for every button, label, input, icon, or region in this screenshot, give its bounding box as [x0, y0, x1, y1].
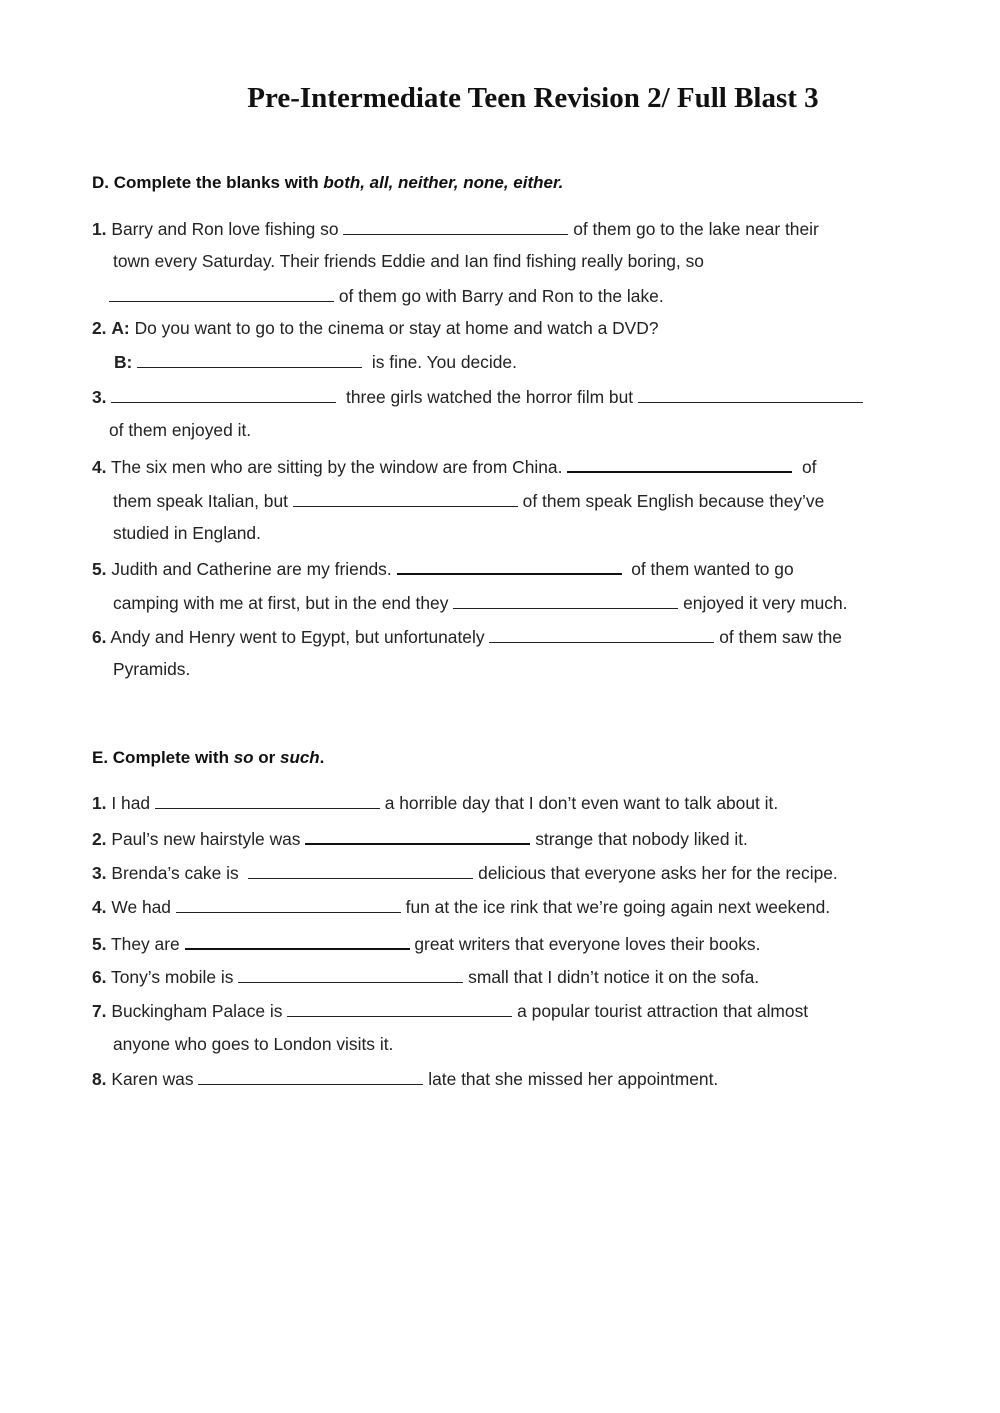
- d-q6-line1: 6. Andy and Henry went to Egypt, but unfortunately of them saw the: [92, 627, 842, 647]
- section-d-heading: D. Complete the blanks with both, all, neither, none, either.: [92, 173, 564, 192]
- e-q5: 5. They are great writers that everyone loves their books.: [92, 934, 761, 954]
- e-q5-blank[interactable]: [185, 932, 410, 950]
- d-q1-line1: 1. Barry and Ron love fishing so of them go to the lake near their: [92, 219, 819, 239]
- d-q5-line1: 5. Judith and Catherine are my friends. of them wanted to go: [92, 559, 794, 579]
- d-q3-blank1[interactable]: [111, 386, 336, 403]
- e-q2: 2. Paul’s new hairstyle was strange that nobody liked it.: [92, 829, 748, 849]
- d-q3-blank2[interactable]: [638, 386, 863, 403]
- e-q3: 3. Brenda’s cake is delicious that everyone asks her for the recipe.: [92, 863, 838, 883]
- e-q7-blank[interactable]: [287, 1000, 512, 1017]
- e-q6-blank[interactable]: [238, 966, 463, 983]
- d-q2-line1: 2. A: Do you want to go to the cinema or stay at home and watch a DVD?: [92, 318, 659, 338]
- d-q2-blank[interactable]: [137, 351, 362, 368]
- page-title: Pre-Intermediate Teen Revision 2/ Full Blast 3: [247, 82, 819, 114]
- e-q1: 1. I had a horrible day that I don’t even want to talk about it.: [92, 793, 779, 813]
- section-e-heading: E. Complete with so or such.: [92, 748, 325, 767]
- d-q6-line2: Pyramids.: [113, 659, 191, 679]
- d-q5-blank2[interactable]: [453, 592, 678, 609]
- d-q1-line2: town every Saturday. Their friends Eddie and Ian find fishing really boring, so: [113, 251, 704, 271]
- e-q3-blank[interactable]: [248, 862, 473, 879]
- e-q2-blank[interactable]: [305, 827, 530, 845]
- d-q4-line2: them speak Italian, but of them speak English because they’ve: [113, 491, 825, 511]
- e-q7-line1: 7. Buckingham Palace is a popular tourist attraction that almost: [92, 1001, 809, 1021]
- d-q4-blank2[interactable]: [293, 490, 518, 507]
- d-q3-line1: 3. three girls watched the horror film but: [92, 386, 863, 407]
- d-q1-blank1[interactable]: [343, 218, 568, 235]
- d-q5-line2: camping with me at first, but in the end they enjoyed it very much.: [113, 593, 848, 613]
- e-q8: 8. Karen was late that she missed her appointment.: [92, 1069, 719, 1089]
- e-q6: 6. Tony’s mobile is small that I didn’t notice it on the sofa.: [92, 967, 760, 987]
- d-q1-line3: of them go with Barry and Ron to the lake.: [109, 285, 664, 306]
- d-q1-blank2[interactable]: [109, 285, 334, 302]
- e-q4: 4. We had fun at the ice rink that we’re going again next weekend.: [92, 897, 831, 917]
- e-q1-blank[interactable]: [155, 792, 380, 809]
- d-q4-line3: studied in England.: [113, 523, 261, 543]
- d-q4-blank1[interactable]: [567, 455, 792, 473]
- e-q7-line2: anyone who goes to London visits it.: [113, 1034, 394, 1054]
- d-q6-blank[interactable]: [489, 626, 714, 643]
- e-q8-blank[interactable]: [198, 1068, 423, 1085]
- d-q4-line1: 4. The six men who are sitting by the window are from China. of: [92, 457, 817, 477]
- e-q4-blank[interactable]: [176, 896, 401, 913]
- d-q2-line2: B: is fine. You decide.: [114, 352, 517, 372]
- d-q5-blank1[interactable]: [397, 557, 622, 575]
- d-q3-line2: of them enjoyed it.: [109, 420, 252, 440]
